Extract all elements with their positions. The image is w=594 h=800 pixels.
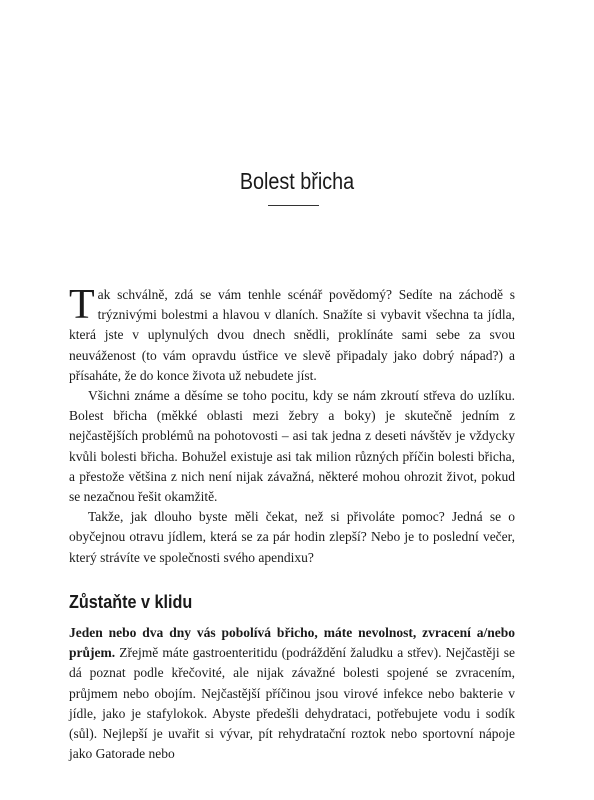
intro-paragraph-3: Takže, jak dlouho byste měli čekat, než si přivoláte pomoc? Jedná se o obyčejnou otravu jídlem, která se za pár hodin zlepší? Nebo je to poslední večer, který strávíte ve společnosti svého apendixu? [69,509,515,565]
chapter-title: Bolest břicha [239,168,355,194]
section-text [69,623,515,764]
section-body-text: Zřejmě máte gastroenteritidu (podráždění žaludku a střev). Nejčastěji se dá poznat podle křečovité, ale nijak závažné bolesti spojené se zvracením, průjmem nebo obojím. Nejčastější příčinou jsou virové infekce nebo bakterie v jídle, jako je stafylokok. Abyste předešli dehydrataci, potřebujete vodu i sodík (sůl). Nejlepší je uvařit si vývar, pít rehydratační roztok nebo sportovní nápoje jako Gatorade nebo [69,645,515,762]
intro-paragraph-1-text: ak schválně, zdá se vám tenhle scénář povědomý? Sedíte na záchodě s trýznivými bolestmi a hlavou v dlaních. Snažíte si vybavit všechna ta jídla, která jste v uplynulých dvou dnech snědli, proklínáte sami sebe za svou neuváženost (to vám opravdu ústřice ve slevě připadaly jako dobrý nápad?) a přísaháte, že do konce života už nebudete jíst. [69,287,515,383]
intro-text [69,282,515,568]
section-heading: Zůstaňte v klidu [69,592,193,612]
section-lead: Jeden nebo dva dny vás pobolívá břicho, máte nevolnost, zvracení a/nebo průjem. [69,625,515,661]
drop-cap: T [69,282,95,328]
section-paragraph [69,623,515,764]
intro-paragraph-2: Všichni známe a děsíme se toho pocitu, kdy se nám zkroutí střeva do uzlíku. Bolest břicha (měkké oblasti mezi žebry a boky) je skutečně jedním z nejčastějších problémů na pohotovosti – asi tak jedna z deseti návštěv je vždycky kvůli bolesti břicha. Bohužel existuje asi tak milion různých příčin bolesti břicha, a přestože většina z nich není nijak závažná, některé mohou ohrozit život, pokud se nezačnou řešit okamžitě. [69,388,515,505]
intro-paragraph-1 [69,282,515,386]
title-divider [268,205,319,206]
